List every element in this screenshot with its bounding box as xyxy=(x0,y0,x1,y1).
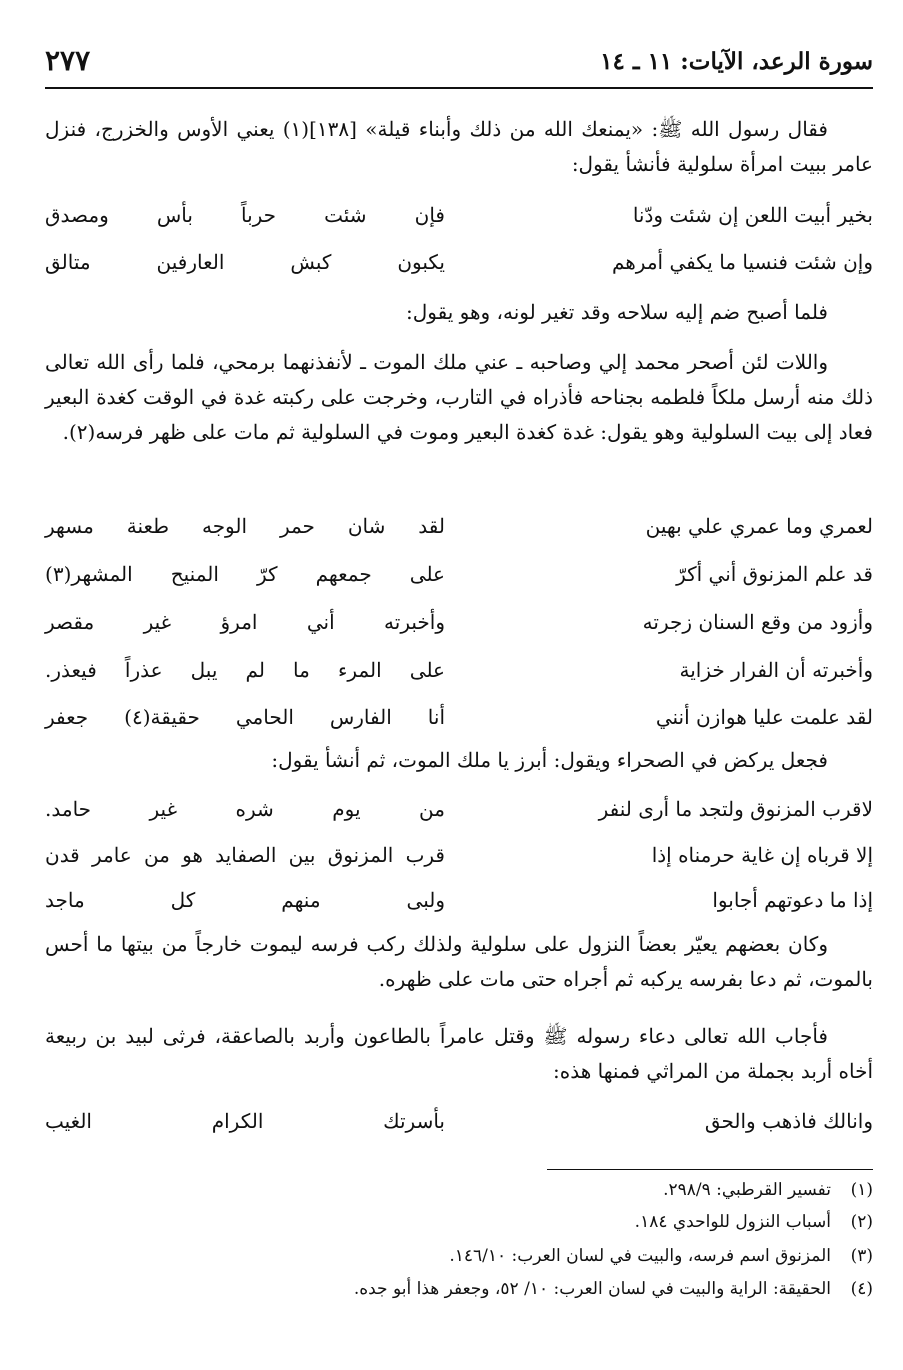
verse-first-hemistich: وانالك فاذهب والحق xyxy=(704,1109,873,1133)
verse-second-hemistich: أنا الفارس الحامي حقيقة(٤) جعفر xyxy=(45,705,445,729)
footnote xyxy=(45,1212,873,1242)
verse-line xyxy=(45,701,873,737)
footnote-number: (٤) xyxy=(850,1279,873,1299)
verse-line xyxy=(45,510,873,546)
verse-line xyxy=(45,199,873,235)
verse-line xyxy=(45,1105,873,1141)
footnote-number: (٢) xyxy=(850,1212,873,1232)
verse-first-hemistich: بخير أبيت اللعن إن شئت ودّنا xyxy=(632,203,873,227)
verse-first-hemistich: وأخبرته أن الفرار خزاية xyxy=(679,658,873,682)
paragraph-1: فقال رسول الله ﷺ: «يمنعك الله من ذلك وأبناء قيلة» [١٣٨](١) يعني الأوس والخزرج، فنزل عامر ببيت امرأة سلولية فأنشأ يقول: xyxy=(45,117,873,176)
verse-second-hemistich: على جمعهم كرّ المنيح المشهر(٣) xyxy=(45,562,445,586)
verse-second-hemistich: وأخبرته أني امرؤ غير مقصر xyxy=(45,610,445,634)
verse-first-hemistich: لقد علمت عليا هوازن أنني xyxy=(655,705,873,729)
footnote xyxy=(45,1279,873,1309)
verse-second-hemistich: قرب المزنوق بين الصفايد هو من عامر قدن xyxy=(45,843,445,867)
verse-first-hemistich: لاقرب المزنوق ولتجد ما أرى لنفر xyxy=(598,797,873,821)
footnote-divider xyxy=(547,1169,873,1170)
verse-second-hemistich: يكبون كبش العارفين متالق xyxy=(45,250,445,274)
verse-line xyxy=(45,654,873,690)
footnote-number: (١) xyxy=(850,1180,873,1200)
verse-line xyxy=(45,606,873,642)
verse-line xyxy=(45,558,873,594)
running-title: سورة الرعد، الآيات: ١١ ـ ١٤ xyxy=(600,48,873,75)
verse-first-hemistich: لعمري وما عمري علي بهين xyxy=(645,514,873,538)
footnote xyxy=(45,1246,873,1276)
verse-first-hemistich: إلا قرباه إن غاية حرمناه إذا xyxy=(651,843,873,867)
verse-line xyxy=(45,839,873,875)
verse-second-hemistich: من يوم شره غير حامد. xyxy=(45,797,445,821)
paragraph-3: واللات لئن أصحر محمد إلي وصاحبه ـ عني ملك الموت ـ لأنفذنهما برمحي، فلما رأى الله تعالى ذلك منه أرسل ملكاً فلطمه بجناحه فأذراه في التارب، وخرجت على ركبته غدة في الوقت كغدة البعير فعاد إلى بيت السلولية وهو يقول: غدة كغدة البعير وموت في السلولية ثم مات على ظهر فرسه(٢). xyxy=(45,350,873,444)
verse-line xyxy=(45,246,873,282)
verse-second-hemistich: بأسرتك الكرام الغيب xyxy=(45,1109,445,1133)
paragraph-2: فلما أصبح ضم إليه سلاحه وقد تغير لونه، وهو يقول: xyxy=(405,300,828,324)
footnote-text: تفسير القرطبي: ٢٩٨/٩. xyxy=(663,1180,831,1200)
footnote-text: الحقيقة: الراية والبيت في لسان العرب: ١٠/ ٥٢، وجعفر هذا أبو جده. xyxy=(353,1279,831,1299)
verse-second-hemistich: على المرء ما لم يبل عذراً فيعذر. xyxy=(45,658,445,682)
footnote xyxy=(45,1180,873,1210)
footnote-text: أسباب النزول للواحدي ١٨٤. xyxy=(634,1212,831,1232)
verse-first-hemistich: إذا ما دعوتهم أجابوا xyxy=(712,888,873,912)
footnote-number: (٣) xyxy=(850,1246,873,1266)
paragraph-4: فجعل يركض في الصحراء ويقول: أبرز يا ملك الموت، ثم أنشأ يقول: xyxy=(271,748,828,772)
verse-line xyxy=(45,793,873,829)
verse-second-hemistich: لقد شان حمر الوجه طعنة مسهر xyxy=(45,514,445,538)
verse-first-hemistich: وإن شئت فنسيا ما يكفي أمرهم xyxy=(611,250,873,274)
verse-first-hemistich: وأزود من وقع السنان زجرته xyxy=(642,610,873,634)
verse-second-hemistich: ولبى منهم كل ماجد xyxy=(45,888,445,912)
page-number: ٢٧٧ xyxy=(45,44,91,77)
page-header xyxy=(45,40,873,80)
verse-second-hemistich: فإن شئت حرباً بأس ومصدق xyxy=(45,203,445,227)
paragraph-6: فأجاب الله تعالى دعاء رسوله ﷺ وقتل عامراً بالطاعون وأربد بالصاعقة، فرثى لبيد بن ربيعة أخاه أربد بجملة من المراثي فمنها هذه: xyxy=(45,1024,873,1083)
header-divider xyxy=(45,87,873,89)
verse-line xyxy=(45,884,873,920)
footnote-text: المزنوق اسم فرسه، والبيت في لسان العرب: ١٤٦/١٠. xyxy=(449,1246,831,1266)
paragraph-5: وكان بعضهم يعيّر بعضاً النزول على سلولية ولذلك ركب فرسه ليموت خارجاً من بيتها ما أحس بالموت، ثم دعا بفرسه يركبه ثم أجراه حتى مات على ظهره. xyxy=(45,932,873,991)
verse-first-hemistich: قد علم المزنوق أني أكرّ xyxy=(676,562,873,586)
